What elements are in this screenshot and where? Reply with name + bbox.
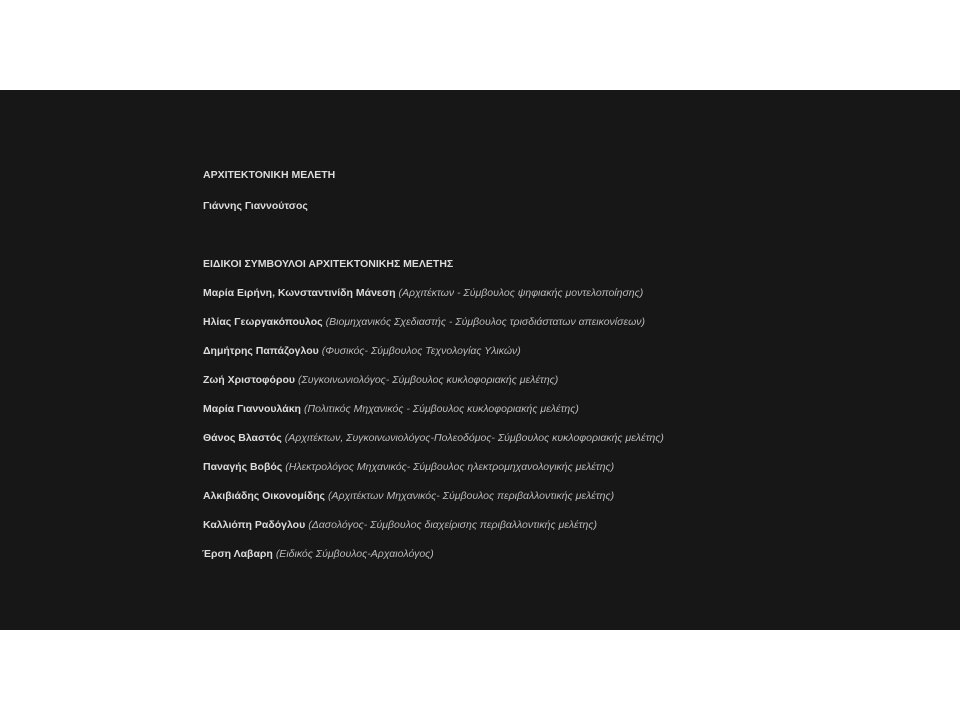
consultant-item [203, 432, 664, 461]
consultant-item [203, 374, 664, 403]
consultant-role: (Φυσικός- Σύμβουλος Τεχνολογίας Υλικών) [321, 345, 521, 357]
consultant-name: Καλλιόπη Ραδόγλου [203, 519, 306, 531]
consultants-list [203, 287, 664, 577]
architect-name: Γιάννης Γιαννούτσος [203, 200, 308, 212]
consultant-role: (Ηλεκτρολόγος Μηχανικός- Σύμβουλος ηλεκτρομηχανολογικής μελέτης) [285, 461, 615, 473]
consultant-role: (Αρχιτέκτων, Συγκοινωνιολόγος-Πολεοδόμος- Σύμβουλος κυκλοφοριακής μελέτης) [284, 432, 664, 444]
consultant-role: (Αρχιτέκτων - Σύμβουλος ψηφιακής μοντελοποίησης) [398, 287, 644, 299]
slide-panel [0, 90, 960, 630]
consultant-name: Ηλίας Γεωργακόπουλος [203, 316, 323, 328]
consultant-role: (Συγκοινωνιολόγος- Σύμβουλος κυκλοφοριακής μελέτης) [297, 374, 559, 386]
consultant-role: (Ειδικός Σύμβουλος-Αρχαιολόγος) [275, 548, 434, 560]
consultant-item [203, 461, 664, 490]
consultant-name: Αλκιβιάδης Οικονομίδης [203, 490, 325, 502]
consultant-role: (Πολιτικός Μηχανικός - Σύμβουλος κυκλοφοριακής μελέτης) [303, 403, 579, 415]
consultant-item [203, 287, 664, 316]
consultant-item [203, 316, 664, 345]
consultant-name: Έρση Λαβαρη [202, 548, 273, 560]
consultant-item [203, 519, 664, 548]
consultants-heading: ΕΙΔΙΚΟΙ ΣΥΜΒΟΥΛΟΙ ΑΡΧΙΤΕΚΤΟΝΙΚΗΣ ΜΕΛΕΤΗΣ [203, 258, 454, 270]
architectural-study-heading: ΑΡΧΙΤΕΚΤΟΝΙΚΗ ΜΕΛΕΤΗ [203, 169, 336, 181]
consultant-name: Ζωή Χριστοφόρου [203, 374, 295, 386]
consultant-role: (Βιομηχανικός Σχεδιαστής - Σύμβουλος τρισδιάστατων απεικονίσεων) [325, 316, 645, 328]
consultant-name: Μαρία Ειρήνη, Κωνσταντινίδη Μάνεση [203, 287, 396, 299]
consultant-role: (Δασολόγος- Σύμβουλος διαχείρισης περιβαλλοντικής μελέτης) [308, 519, 597, 531]
consultant-item [203, 403, 664, 432]
consultant-item [203, 490, 664, 519]
consultant-name: Παναγής Βοβός [203, 461, 283, 473]
consultant-item [202, 548, 664, 577]
consultant-name: Θάνος Βλαστός [203, 432, 282, 444]
consultant-item [203, 345, 664, 374]
consultant-role: (Αρχιτέκτων Μηχανικός- Σύμβουλος περιβαλλοντικής μελέτης) [327, 490, 615, 502]
consultant-name: Δημήτρης Παπάζογλου [203, 345, 319, 357]
consultant-name: Μαρία Γιαννουλάκη [203, 403, 301, 415]
